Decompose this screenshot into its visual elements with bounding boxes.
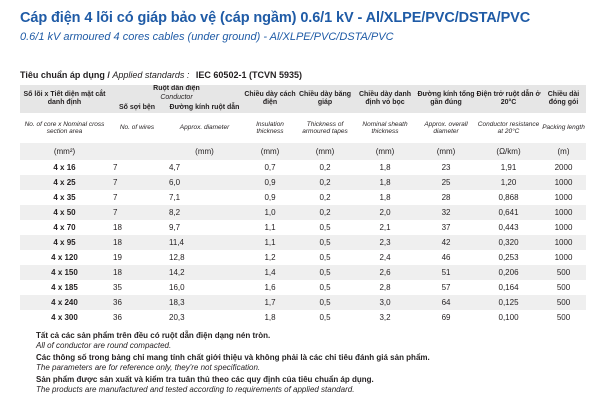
cell-overall-diameter: 64 — [441, 298, 451, 307]
header-armour: Chiều dày băng giáp — [296, 85, 354, 113]
header-resistance: Điện trở ruột dẫn ở 20°C — [476, 85, 541, 113]
note-vn: Tất cả các sản phẩm trên đều có ruột dẫn điện dạng nén tròn. — [36, 331, 271, 340]
cell-armour: 0,5 — [319, 313, 331, 322]
unit-insulation: (mm) — [244, 143, 296, 160]
table-row — [20, 295, 586, 310]
cell-packing: 1000 — [554, 208, 573, 217]
cell-wires: 7 — [113, 178, 118, 187]
cell-insulation: 1,8 — [264, 313, 276, 322]
note-en: The parameters are for reference only, they're not specification. — [36, 362, 261, 372]
cell-resistance: 0,320 — [498, 238, 519, 247]
note-item — [36, 331, 591, 350]
cell-resistance: 0,164 — [498, 283, 519, 292]
cell-overall-diameter: 57 — [441, 283, 451, 292]
unit-wires — [109, 143, 165, 160]
unit-overall-diameter: (mm) — [416, 143, 476, 160]
cell-conductor-diameter: 8,2 — [169, 208, 181, 217]
cell-wires: 7 — [113, 163, 118, 172]
unit-core-section: (mm²) — [20, 143, 109, 160]
standards-label-vn: Tiêu chuẩn áp dụng / — [20, 70, 113, 80]
cell-overall-diameter: 46 — [441, 253, 451, 262]
table-row — [20, 160, 586, 175]
cell-wires: 35 — [113, 283, 122, 292]
table-row — [20, 265, 586, 280]
table-row — [20, 310, 586, 325]
cell-wires: 36 — [113, 313, 122, 322]
cell-core-section: 4 x 70 — [53, 223, 76, 232]
table-row — [20, 190, 586, 205]
cell-packing: 2000 — [554, 163, 573, 172]
cell-overall-diameter: 23 — [441, 163, 451, 172]
cell-sheath: 2,3 — [379, 238, 391, 247]
cell-conductor-diameter: 14,2 — [169, 268, 185, 277]
cell-resistance: 0,125 — [498, 298, 519, 307]
cell-overall-diameter: 25 — [441, 178, 451, 187]
cell-core-section: 4 x 150 — [51, 268, 78, 277]
note-vn: Các thông số trong bảng chỉ mang tính chất giới thiệu và không phải là các chỉ tiêu đánh giá sản phẩm. — [36, 353, 430, 362]
note-item — [36, 353, 591, 372]
header-core-section: Số lõi x Tiết diện mặt cắt danh định — [20, 85, 109, 113]
cell-sheath: 3,2 — [379, 313, 391, 322]
cell-resistance: 1,20 — [500, 178, 517, 187]
cell-conductor-diameter: 11,4 — [169, 238, 184, 247]
cell-armour: 0,5 — [319, 298, 331, 307]
cell-core-section: 4 x 25 — [53, 178, 76, 187]
cell-insulation: 1,0 — [264, 208, 276, 217]
cell-insulation: 1,7 — [264, 298, 276, 307]
header-conductor-group — [109, 85, 244, 102]
cell-packing: 500 — [556, 298, 571, 307]
cell-armour: 0,2 — [319, 193, 331, 202]
cell-packing: 500 — [556, 283, 571, 292]
cell-conductor-diameter: 18,3 — [169, 298, 185, 307]
cell-insulation: 1,1 — [264, 238, 276, 247]
table-row — [20, 205, 586, 220]
note-item — [36, 375, 591, 394]
header-conductor-vn: Ruột dẫn điện — [153, 85, 200, 92]
cell-packing: 1000 — [554, 178, 573, 187]
cable-spec-table-wrap — [20, 85, 586, 325]
cell-armour: 0,2 — [319, 163, 331, 172]
cell-conductor-diameter: 20,3 — [169, 313, 185, 322]
header-conductor-diameter-en: Approx. diameter — [165, 113, 244, 143]
cell-packing: 500 — [556, 268, 571, 277]
note-en: The products are manufactured and tested according to requirements of applied standard. — [36, 384, 355, 394]
cell-sheath: 2,4 — [379, 253, 391, 262]
cell-insulation: 1,1 — [264, 223, 276, 232]
header-sheath: Chiều dày danh định vỏ bọc — [354, 85, 416, 113]
header-wires: Số sợi bện — [109, 102, 165, 113]
cell-armour: 0,5 — [319, 223, 331, 232]
page-subtitle: 0.6/1 kV armoured 4 cores cables (under ground) - Al/XLPE/PVC/DSTA/PVC — [20, 31, 394, 43]
table-row — [20, 235, 586, 250]
cell-wires: 36 — [113, 298, 122, 307]
cell-resistance: 0,868 — [498, 193, 519, 202]
cell-packing: 1000 — [554, 193, 573, 202]
cell-armour: 0,2 — [319, 178, 331, 187]
cell-packing: 500 — [556, 313, 571, 322]
cell-packing: 1000 — [554, 238, 573, 247]
cell-conductor-diameter: 16,0 — [169, 283, 185, 292]
header-conductor-en: Conductor — [160, 93, 193, 101]
cell-sheath: 1,8 — [379, 178, 391, 187]
unit-armour: (mm) — [296, 143, 354, 160]
cell-core-section: 4 x 95 — [53, 238, 76, 247]
cell-overall-diameter: 32 — [441, 208, 451, 217]
cell-wires: 18 — [113, 223, 122, 232]
header-insulation-en: Insulation thickness — [244, 113, 296, 143]
cell-insulation: 0,9 — [264, 178, 276, 187]
standards-label-en: Applied standards : — [112, 70, 190, 80]
cell-overall-diameter: 51 — [441, 268, 451, 277]
table-row — [20, 175, 586, 190]
header-overall-diameter-en: Approx. overall diameter — [416, 113, 476, 143]
table-row — [20, 250, 586, 265]
unit-resistance: (Ω/km) — [476, 143, 541, 160]
table-row — [20, 220, 586, 235]
header-armour-en: Thickness of armoured tapes — [296, 113, 354, 143]
cell-armour: 0,2 — [319, 208, 331, 217]
cell-insulation: 1,2 — [264, 253, 276, 262]
table-body — [20, 160, 586, 325]
header-core-section-en: No. of core x Nominal cross section area — [20, 113, 109, 143]
cell-wires: 18 — [113, 238, 122, 247]
cell-armour: 0,5 — [319, 268, 331, 277]
cell-overall-diameter: 42 — [441, 238, 451, 247]
cell-packing: 1000 — [554, 223, 573, 232]
cell-armour: 0,5 — [319, 238, 331, 247]
cell-core-section: 4 x 240 — [51, 298, 78, 307]
cell-conductor-diameter: 9,7 — [169, 223, 181, 232]
cell-sheath: 2,8 — [379, 283, 391, 292]
cell-wires: 7 — [113, 208, 118, 217]
note-en: All of conductor are round compacted. — [36, 340, 172, 350]
cell-core-section: 4 x 16 — [53, 163, 76, 172]
page-title: Cáp điện 4 lõi có giáp bảo vệ (cáp ngầm) 0.6/1 kV - Al/XLPE/PVC/DSTA/PVC — [20, 10, 531, 26]
cell-sheath: 3,0 — [379, 298, 391, 307]
cell-resistance: 0,206 — [498, 268, 519, 277]
cell-overall-diameter: 69 — [441, 313, 451, 322]
cell-packing: 1000 — [554, 253, 573, 262]
cell-conductor-diameter: 7,1 — [169, 193, 181, 202]
cell-core-section: 4 x 185 — [51, 283, 78, 292]
cell-core-section: 4 x 300 — [51, 313, 78, 322]
cell-overall-diameter: 37 — [441, 223, 451, 232]
cell-wires: 7 — [113, 193, 118, 202]
cell-sheath: 2,6 — [379, 268, 391, 277]
cell-resistance: 0,641 — [498, 208, 519, 217]
cell-sheath: 1,8 — [379, 163, 391, 172]
header-resistance-en: Conductor resistance at 20°C — [476, 113, 541, 143]
header-wires-en: No. of wires — [109, 113, 165, 143]
notes — [36, 331, 591, 397]
cell-wires: 19 — [113, 253, 122, 262]
cell-insulation: 0,7 — [264, 163, 276, 172]
cell-sheath: 1,8 — [379, 193, 391, 202]
unit-packing: (m) — [541, 143, 586, 160]
cell-insulation: 1,6 — [264, 283, 276, 292]
standards-value: IEC 60502-1 (TCVN 5935) — [195, 70, 302, 80]
cell-insulation: 0,9 — [264, 193, 276, 202]
header-conductor-diameter: Đường kính ruột dẫn — [165, 102, 244, 113]
cell-resistance: 0,443 — [498, 223, 519, 232]
cell-insulation: 1,4 — [264, 268, 276, 277]
applied-standards — [20, 70, 302, 80]
cell-resistance: 0,253 — [498, 253, 519, 262]
cell-conductor-diameter: 6,0 — [169, 178, 181, 187]
cell-sheath: 2,0 — [379, 208, 391, 217]
cell-armour: 0,5 — [319, 283, 331, 292]
cell-wires: 18 — [113, 268, 122, 277]
header-sheath-en: Nominal sheath thickness — [354, 113, 416, 143]
header-overall-diameter: Đường kính tổng gần đúng — [416, 85, 476, 113]
unit-conductor-diameter: (mm) — [165, 143, 244, 160]
cell-core-section: 4 x 120 — [51, 253, 78, 262]
cell-core-section: 4 x 50 — [53, 208, 76, 217]
table-row — [20, 280, 586, 295]
cell-resistance: 0,100 — [498, 313, 519, 322]
cell-core-section: 4 x 35 — [53, 193, 76, 202]
header-packing: Chiều dài đóng gói — [541, 85, 586, 113]
cell-sheath: 2,1 — [379, 223, 391, 232]
cable-spec-table — [20, 85, 586, 325]
header-insulation: Chiều dày cách điện — [244, 85, 296, 113]
note-vn: Sản phẩm được sản xuất và kiểm tra tuân thủ theo các quy định của tiêu chuẩn áp dụng. — [36, 375, 374, 384]
cell-resistance: 1,91 — [500, 163, 517, 172]
cell-conductor-diameter: 4,7 — [169, 163, 181, 172]
cell-conductor-diameter: 12,8 — [169, 253, 185, 262]
cell-armour: 0,5 — [319, 253, 331, 262]
header-packing-en: Packing length — [541, 113, 586, 143]
unit-sheath: (mm) — [354, 143, 416, 160]
cell-overall-diameter: 28 — [441, 193, 451, 202]
